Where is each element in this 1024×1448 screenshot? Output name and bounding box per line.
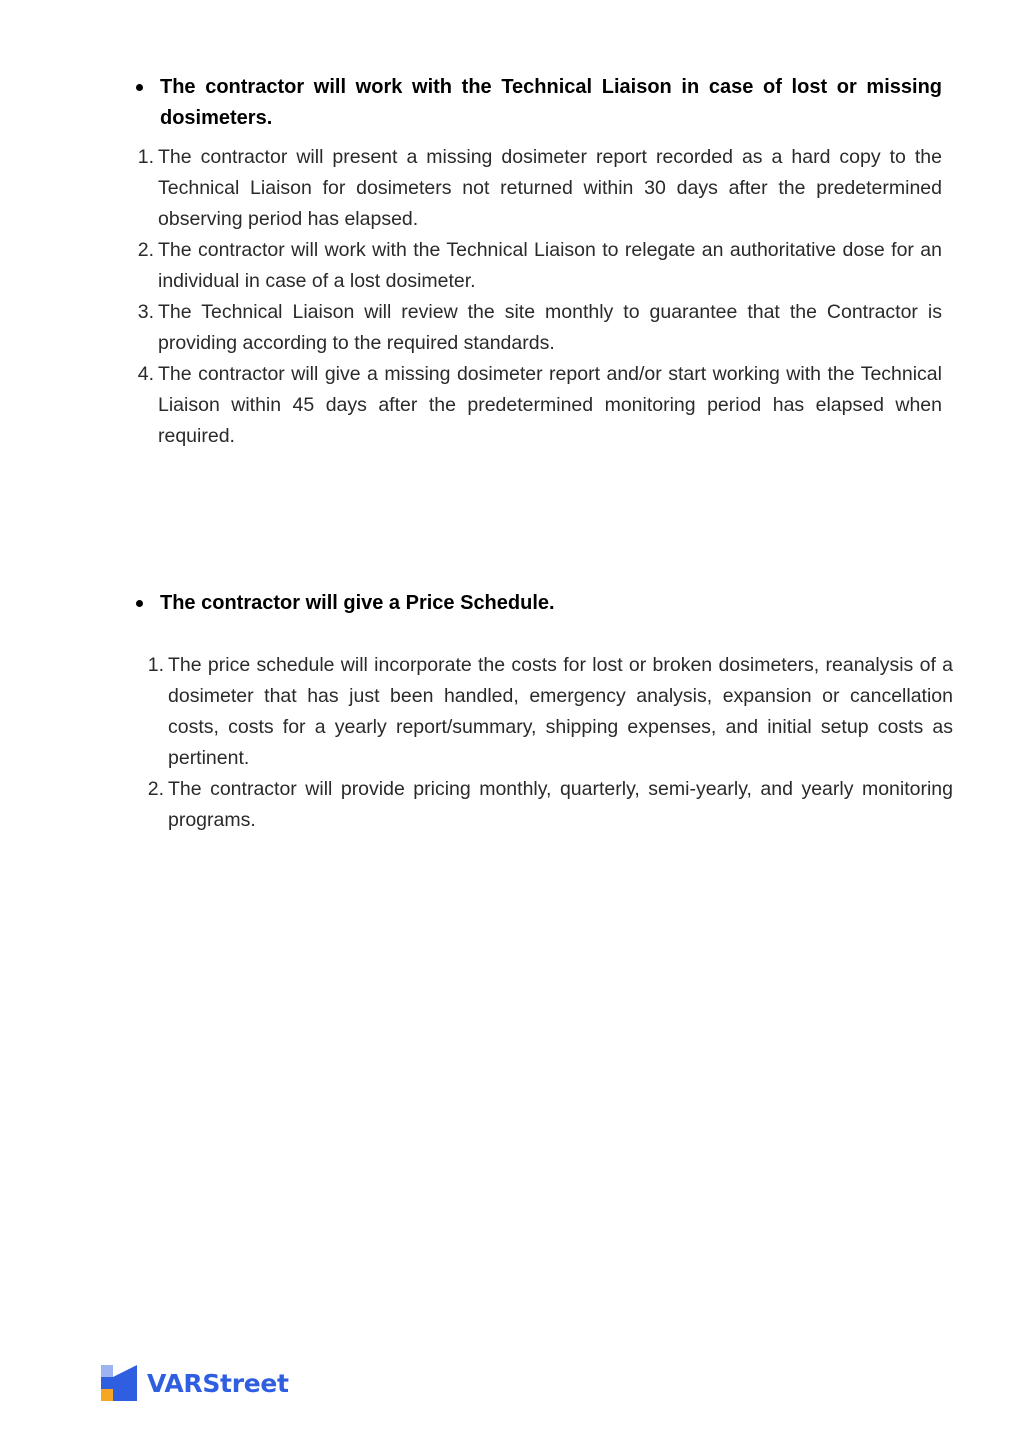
numbered-list: [136, 650, 953, 836]
item-text: The Technical Liaison will review the site monthly to guarantee that the Contractor is providing according to the required standards.: [158, 301, 942, 354]
list-item: [136, 297, 942, 359]
item-number: 2.: [137, 239, 154, 261]
list-item: [136, 235, 942, 297]
bullet-heading-row: [136, 72, 942, 134]
item-text: The price schedule will incorporate the costs for lost or broken dosimeters, reanalysis of a dosimeter that has just been handled, emergency analysis, expansion or cancellation costs, costs for a yearly report/summary, shipping expenses, and initial setup costs as pertinent.: [168, 654, 953, 769]
item-number: 3.: [137, 301, 154, 323]
logo-text: VARStreet: [147, 1368, 289, 1398]
section-heading: The contractor will give a Price Schedule.: [160, 592, 555, 614]
item-text: The contractor will present a missing dosimeter report recorded as a hard copy to the Technical Liaison for dosimeters not returned within 30 days after the predetermined observing period has elapsed.: [158, 146, 942, 230]
item-text: The contractor will work with the Technical Liaison to relegate an authoritative dose for an individual in case of a lost dosimeter.: [158, 239, 942, 292]
section-heading: The contractor will work with the Technical Liaison in case of lost or missing dosimeters.: [160, 76, 942, 129]
list-item: [136, 650, 953, 774]
item-number: 1.: [137, 146, 154, 168]
item-number: 1.: [147, 654, 164, 676]
item-number: 2.: [147, 778, 164, 800]
varstreet-logo: [101, 1365, 289, 1401]
list-item: [136, 359, 942, 452]
varstreet-logo-mark-icon: [101, 1365, 137, 1401]
section-price-schedule: [136, 588, 953, 836]
item-text: The contractor will give a missing dosimeter report and/or start working with the Technical Liaison within 45 days after the predetermined monitoring period has elapsed when required.: [158, 363, 942, 447]
item-text: The contractor will provide pricing monthly, quarterly, semi-yearly, and yearly monitoring programs.: [168, 778, 953, 831]
bullet-icon: [136, 84, 143, 91]
list-item: [136, 142, 942, 235]
bullet-heading-row: [136, 588, 953, 619]
section-lost-dosimeters: [136, 72, 942, 452]
numbered-list: [136, 142, 942, 452]
list-item: [136, 774, 953, 836]
bullet-icon: [136, 600, 143, 607]
item-number: 4.: [137, 363, 154, 385]
